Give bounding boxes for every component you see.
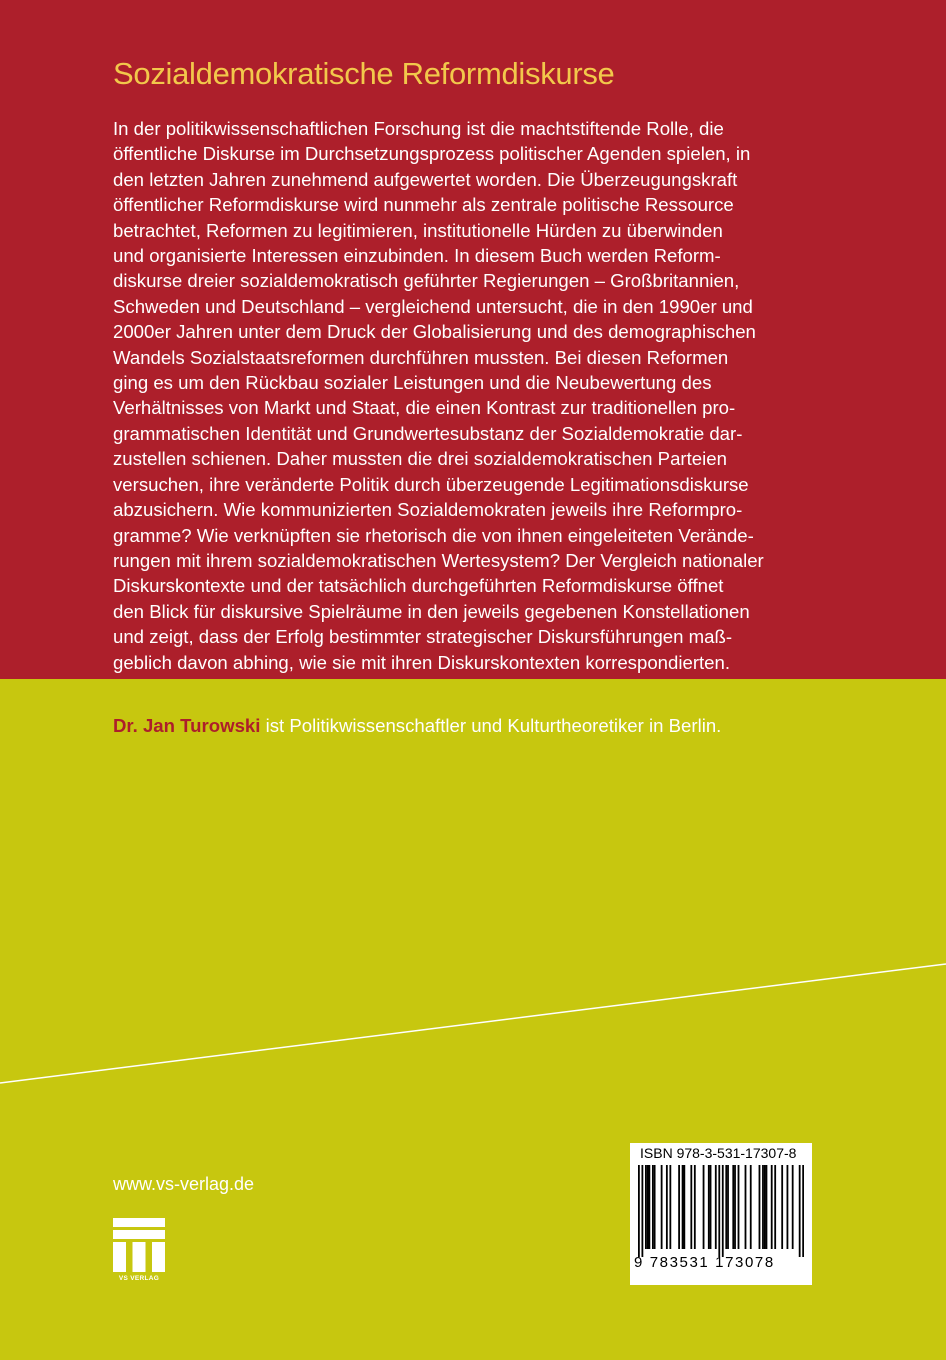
blurb-line: öffentlicher Reformdiskurse wird nunmehr als zentrale politische Ressource (113, 194, 734, 216)
publisher-url[interactable]: www.vs-verlag.de (113, 1174, 255, 1194)
barcode-bar (645, 1165, 647, 1249)
blurb-line: Wandels Sozialstaatsreformen durchführen mussten. Bei diesen Reformen (113, 346, 729, 368)
blurb-line: ging es um den Rückbau sozialer Leistungen und die Neubewertung des (113, 372, 712, 394)
isbn-barcode (630, 1143, 812, 1285)
blurb-line: öffentliche Diskurse im Durchsetzungsprozess politischer Agenden spielen, in (113, 143, 751, 165)
barcode-bar (762, 1165, 764, 1249)
barcode-bar (722, 1165, 724, 1257)
author-name: Dr. Jan Turowski (113, 715, 261, 736)
barcode-bar (764, 1165, 766, 1249)
blurb-line: geblich davon abhing, wie sie mit ihren Diskurskontexten korrespondierten. (113, 651, 731, 673)
barcode-bar (738, 1165, 740, 1249)
blurb-line: 2000er Jahren unter dem Druck der Globalisierung und des demographischen (113, 321, 756, 343)
blurb-line: Verhältnisses von Markt und Staat, die einen Kontrast zur traditionellen pro- (113, 397, 736, 419)
barcode-bars (638, 1165, 804, 1257)
barcode-bar (799, 1165, 801, 1257)
barcode-bar (682, 1165, 684, 1249)
barcode-bar (638, 1165, 640, 1257)
blurb-line: abzusichern. Wie kommunizierten Sozialdemokraten jeweils ihre Reformpro- (113, 499, 743, 521)
barcode-bar (759, 1165, 761, 1249)
blurb-text (113, 116, 833, 675)
blurb-line: und organisierte Interessen einzubinden. In diesem Buch werden Reform- (113, 245, 721, 267)
barcode-digits: 9 783531 173078 (634, 1254, 775, 1271)
barcode-bar (715, 1165, 717, 1249)
barcode-bar (774, 1165, 776, 1249)
book-title: Sozialdemokratische Reformdiskurse (113, 56, 615, 91)
barcode-bar (745, 1165, 747, 1249)
isbn-label: ISBN 978-3-531-17307-8 (640, 1145, 797, 1161)
blurb-line: grammatischen Identität und Grundwertesubstanz der Sozialdemokratie dar- (113, 422, 743, 444)
blurb-line: versuchen, ihre veränderte Politik durch überzeugende Legitimationsdiskurse (113, 473, 749, 495)
blurb-line: und zeigt, dass der Erfolg bestimmter strategischer Diskursführungen maß- (113, 626, 733, 648)
barcode-bar (683, 1165, 685, 1249)
barcode-bar (647, 1165, 649, 1249)
barcode-bar (781, 1165, 783, 1249)
decorative-diagonal-line (0, 960, 946, 1090)
barcode-bar (666, 1165, 668, 1249)
barcode-bar (734, 1165, 736, 1249)
barcode-bar (652, 1165, 654, 1249)
barcode-bar (708, 1165, 710, 1249)
blurb-line: Schweden und Deutschland – vergleichend untersucht, die in den 1990er und (113, 295, 753, 317)
blurb-line: zustellen schienen. Daher mussten die drei sozialdemokratischen Parteien (113, 448, 727, 470)
barcode-bar (694, 1165, 696, 1249)
barcode-bar (725, 1165, 727, 1249)
barcode-bar (641, 1165, 643, 1257)
barcode-bar (703, 1165, 705, 1249)
blurb-line: gramme? Wie verknüpften sie rhetorisch die von ihnen eingeleiteten Verände- (113, 524, 754, 546)
blurb-line: In der politikwissenschaftlichen Forschung ist die machtstiftende Rolle, die (113, 118, 724, 139)
blurb-line: Diskurskontexte und der tatsächlich durchgeführten Reformdiskurse öffnet (113, 575, 724, 597)
barcode-bar (718, 1165, 720, 1257)
blurb-line: diskurse dreier sozialdemokratisch geführter Regierungen – Großbritannien, (113, 270, 740, 292)
barcode-bar (661, 1165, 663, 1249)
barcode-bar (787, 1165, 789, 1249)
barcode-bar (648, 1165, 650, 1249)
publisher-logo-icon (113, 1218, 165, 1280)
barcode-bar (727, 1165, 729, 1249)
blurb-line: rungen mit ihrem sozialdemokratischen Wertesystem? Der Vergleich nationaler (113, 549, 764, 571)
barcode-bar (766, 1165, 768, 1249)
author-note (113, 715, 721, 737)
barcode-bar (678, 1165, 680, 1249)
barcode-bar (690, 1165, 692, 1249)
barcode-bar (802, 1165, 804, 1257)
blurb-line: den letzten Jahren zunehmend aufgewertet worden. Die Überzeugungskraft (113, 168, 738, 190)
barcode-bar (654, 1165, 656, 1249)
blurb-line: den Blick für diskursive Spielräume in den jeweils gegebenen Konstellationen (113, 600, 750, 622)
barcode-bar (750, 1165, 752, 1249)
blurb-line: betrachtet, Reformen zu legitimieren, institutionelle Hürden zu überwinden (113, 219, 723, 241)
author-bio: ist Politikwissenschaftler und Kulturtheoretiker in Berlin. (260, 715, 722, 736)
publisher-logo-text: VS VERLAG (118, 1275, 160, 1282)
barcode-bar (710, 1165, 712, 1249)
barcode-bar (792, 1165, 794, 1249)
barcode-bar (669, 1165, 671, 1249)
barcode-bar (732, 1165, 734, 1249)
barcode-bar (771, 1165, 773, 1249)
